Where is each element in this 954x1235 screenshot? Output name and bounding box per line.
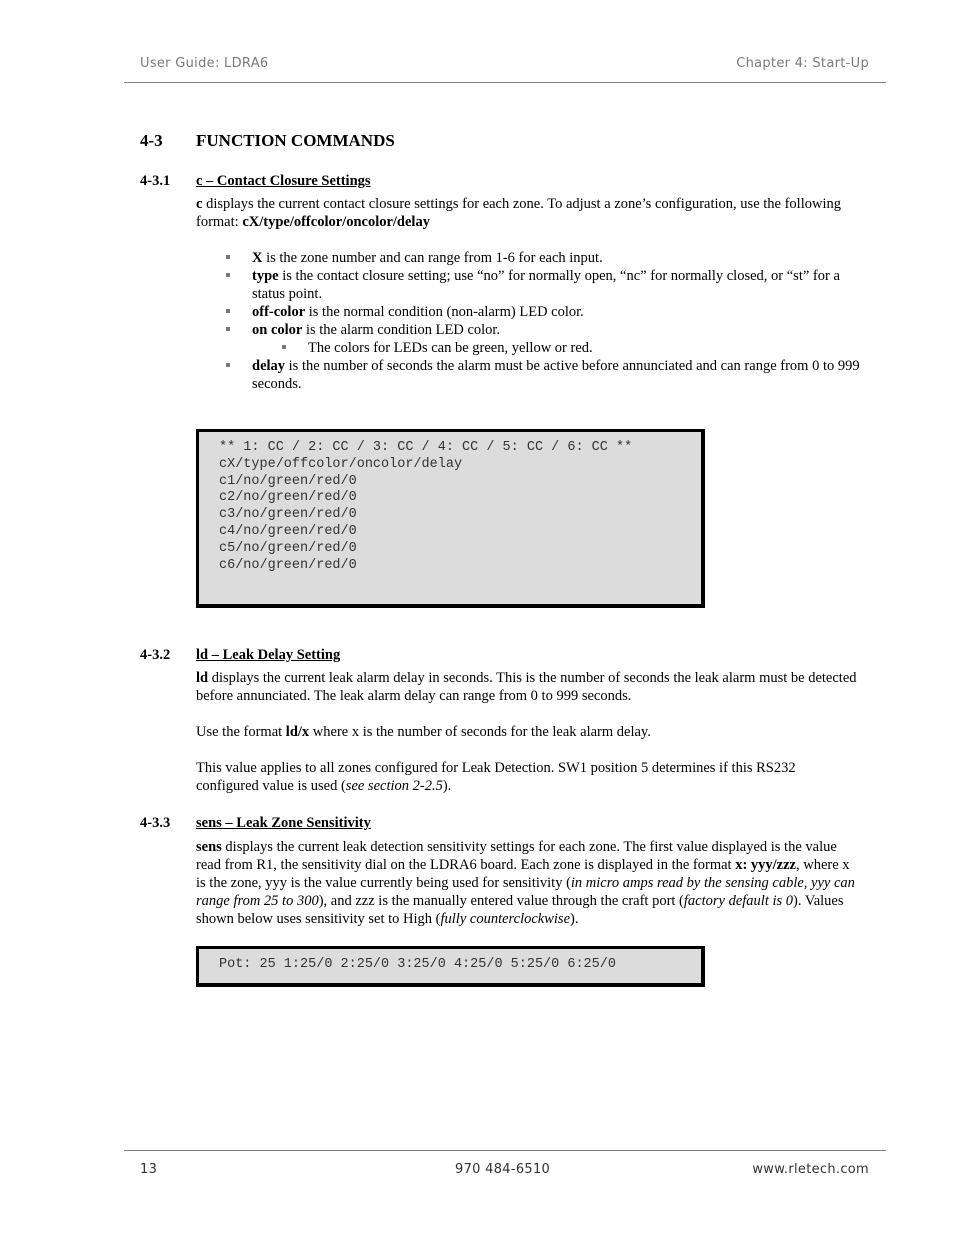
leak-delay-format: Use the format ld/x where x is the number of seconds for the leak alarm delay.	[196, 724, 651, 740]
bullet-icon	[282, 345, 286, 349]
header-document-title: User Guide: LDRA6	[140, 56, 269, 71]
subsection-title-1: c – Contact Closure Settings	[196, 173, 371, 189]
subsection-number-2: 4-3.2	[140, 647, 171, 663]
command-c: c	[196, 196, 203, 212]
list-item: delay is the number of seconds the alarm must be active before annunciated and can range from 0 to 999 seconds.	[226, 357, 866, 393]
command-sens: sens	[196, 839, 222, 855]
page-number: 13	[140, 1162, 158, 1177]
command-ld: ld	[196, 670, 209, 686]
parameter-list	[226, 249, 866, 393]
footer-phone: 970 484-6510	[455, 1162, 551, 1177]
bullet-icon	[226, 363, 230, 367]
section-reference: see section 2-2.5	[345, 778, 443, 794]
subsection-number-3: 4-3.3	[140, 815, 171, 831]
bullet-icon	[226, 309, 230, 313]
list-item: type is the contact closure setting; use “no” for normally open, “nc” for normally closed, or “st” for a status point.	[226, 267, 866, 303]
bullet-icon	[226, 327, 230, 331]
format-string: cX/type/offcolor/oncolor/delay	[242, 214, 430, 230]
section-title: FUNCTION COMMANDS	[196, 131, 395, 150]
list-item: X is the zone number and can range from 1-6 for each input.	[226, 249, 866, 267]
leak-delay-description: ld displays the current leak alarm delay in seconds. This is the number of seconds the leak alarm must be detected before annunciated. The leak alarm delay can range from 0 to 999 seconds.	[196, 670, 857, 704]
header-chapter-title: Chapter 4: Start-Up	[736, 56, 869, 71]
footer-website: www.rletech.com	[752, 1162, 869, 1177]
contact-closure-output: ** 1: CC / 2: CC / 3: CC / 4: CC / 5: CC / 6: CC ** cX/type/offcolor/oncolor/delay c1/no/green/red/0 c2/no/green/red/0 c3/no/green/red/0 c4/no/green/red/0 c5/no/green/red/0 c6/no/green/red/0	[196, 429, 705, 608]
contact-closure-description: c displays the current contact closure settings for each zone. To adjust a zone’s configuration, use the following format: cX/type/offcolor/oncolor/delay	[196, 196, 841, 230]
subsection-title-3: sens – Leak Zone Sensitivity	[196, 815, 371, 831]
bullet-icon	[226, 255, 230, 259]
bullet-icon	[226, 273, 230, 277]
sensitivity-description: sens displays the current leak detection sensitivity settings for each zone. The first value displayed is the value read from R1, the sensitivity dial on the LDRA6 board. Each zone is displayed in the format x: yyy/zzz, where x is the zone, yyy is the value currently being used for sensitivity (in micro amps read by the sensing cable, yyy can range from 25 to 300), and zzz is the manually entered value through the craft port (factory default is 0). Values shown below uses sensitivity set to High (fully counterclockwise).	[196, 839, 855, 927]
header-divider	[124, 82, 886, 83]
list-item: on color is the alarm condition LED color.	[226, 321, 866, 339]
subsection-number-1: 4-3.1	[140, 173, 171, 189]
list-item: off-color is the normal condition (non-alarm) LED color.	[226, 303, 866, 321]
section-number: 4-3	[140, 131, 163, 150]
leak-delay-note: This value applies to all zones configured for Leak Detection. SW1 position 5 determines if this RS232 configured value is used (see section 2-2.5).	[196, 760, 796, 794]
subsection-title-2: ld – Leak Delay Setting	[196, 647, 341, 663]
sensitivity-output: Pot: 25 1:25/0 2:25/0 3:25/0 4:25/0 5:25/0 6:25/0	[196, 946, 705, 987]
footer-divider	[124, 1150, 886, 1151]
sub-list-item: The colors for LEDs can be green, yellow or red.	[226, 339, 866, 357]
